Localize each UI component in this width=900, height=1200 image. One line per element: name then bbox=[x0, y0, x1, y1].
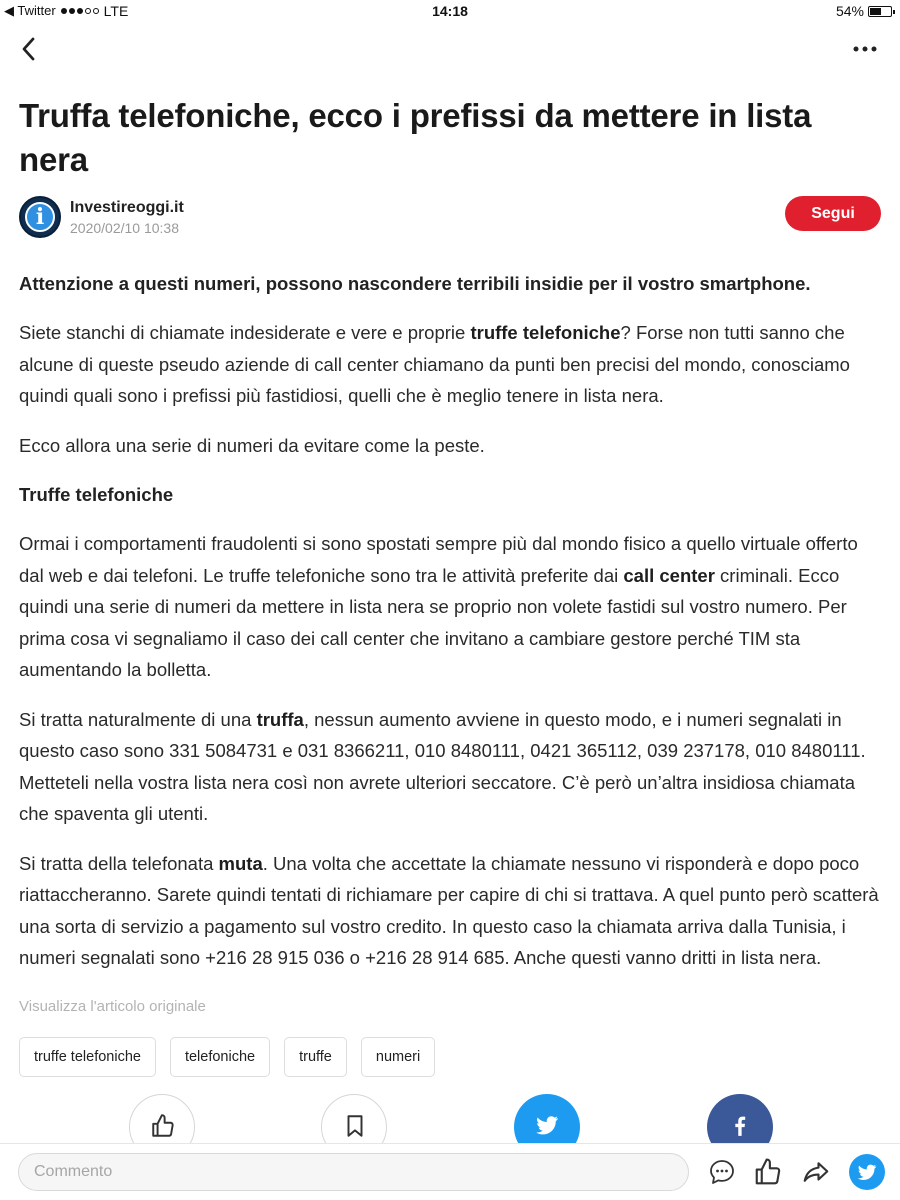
bottom-twitter-button[interactable] bbox=[849, 1154, 885, 1190]
paragraph-1 bbox=[19, 317, 881, 412]
comments-button[interactable] bbox=[707, 1157, 737, 1187]
article-lead: Attenzione a questi numeri, possono nascondere terribili insidie per il vostro smartphone. bbox=[19, 273, 811, 294]
paragraph-4 bbox=[19, 704, 881, 830]
status-time: 14:18 bbox=[432, 3, 468, 19]
paragraph-5 bbox=[19, 848, 881, 974]
twitter-bird-icon bbox=[534, 1112, 560, 1138]
text: , nessun aumento avviene in questo modo, e i numeri segnalati in questo caso sono 331 5084731 e 031 8366211, 010 8480111, 0421 365112, 039 237178, 010 8480111. Metteteli nella vostra lista nera così non avrete ulteriori seccatore. C’è però un’altra insidiosa chiamata che spaventa gli utenti. bbox=[19, 708, 866, 824]
tag-list bbox=[19, 1037, 881, 1077]
more-options-button[interactable] bbox=[852, 40, 878, 58]
follow-button[interactable]: Segui bbox=[785, 196, 881, 231]
comment-input[interactable] bbox=[18, 1153, 689, 1191]
share-arrow-icon bbox=[801, 1157, 831, 1187]
paragraph-3 bbox=[19, 528, 881, 686]
tag-telefoniche[interactable]: telefoniche bbox=[170, 1037, 270, 1077]
bottom-like-button[interactable] bbox=[753, 1157, 783, 1187]
tag-numeri[interactable]: numeri bbox=[361, 1037, 435, 1077]
publisher-avatar[interactable] bbox=[19, 196, 61, 238]
article bbox=[19, 94, 881, 1077]
thumbs-up-icon bbox=[150, 1113, 176, 1139]
publish-date: 2020/02/10 10:38 bbox=[70, 220, 179, 236]
info-logo-icon: i bbox=[25, 202, 55, 232]
back-app-label: Twitter bbox=[17, 3, 56, 18]
bold-text: muta bbox=[218, 852, 263, 874]
bottom-bar bbox=[0, 1143, 900, 1200]
paragraph-2: Ecco allora una serie di numeri da evitare come la peste. bbox=[19, 434, 485, 456]
share-button[interactable] bbox=[801, 1157, 831, 1187]
bold-text: truffa bbox=[256, 708, 304, 730]
text: . Una volta che accettate la chiamate nessuno vi risponderà e dopo poco riattaccheranno. Sarete quindi tentati di richiamare per capire di chi si trattava. A quel punto però scatterà una sorta di servizio a pagamento sul vostro credito. In questo caso la chiamata arriva dalla Tunisia, i numeri segnalati sono +216 28 915 036 o +216 28 914 685. Anche questi vanno dritti in lista nera. bbox=[19, 852, 879, 968]
section-heading: Truffe telefoniche bbox=[19, 484, 174, 505]
facebook-f-icon bbox=[727, 1112, 753, 1138]
chat-bubble-icon bbox=[707, 1157, 737, 1187]
author-row bbox=[19, 196, 881, 244]
text: criminali. Ecco quindi una serie di numeri da mettere in lista nera se proprio non volete fastidi sul vostro numero. Per prima cosa vi segnaliamo il caso dei call center che invitano a cambiare gestore perché TIM sta aumentando la bolletta. bbox=[19, 564, 847, 680]
publisher-name[interactable]: Investireoggi.it bbox=[70, 199, 184, 216]
text: Siete stanchi di chiamate indesiderate e vere e proprie bbox=[19, 322, 471, 343]
bold-text: truffe telefoniche bbox=[470, 322, 621, 343]
article-title: Truffa telefoniche, ecco i prefissi da mettere in lista nera bbox=[19, 97, 812, 178]
text: Si tratta della telefonata bbox=[19, 852, 219, 874]
carrier-label: LTE bbox=[103, 3, 129, 19]
battery-icon bbox=[868, 6, 892, 17]
article-actions bbox=[0, 1094, 900, 1144]
bold-text: call center bbox=[623, 564, 715, 586]
battery-fill bbox=[870, 8, 881, 15]
more-horizontal-icon bbox=[852, 40, 878, 58]
back-to-app-link[interactable]: ◀ Twitter bbox=[4, 3, 56, 18]
text: Ormai i comportamenti fraudolenti si sono spostati sempre più dal mondo fisico a quello virtuale offerto dal web e dai telefoni. Le truffe telefoniche sono tra le attività preferite dai bbox=[19, 533, 858, 586]
status-right bbox=[836, 3, 892, 19]
tag-truffe-telefoniche[interactable]: truffe telefoniche bbox=[19, 1037, 156, 1077]
text: Si tratta naturalmente di una bbox=[19, 708, 257, 730]
battery-percent: 54% bbox=[835, 3, 864, 19]
view-original-article-link[interactable]: Visualizza l'articolo originale bbox=[19, 997, 206, 1015]
status-bar bbox=[0, 0, 900, 24]
text: ? Forse non tutti sanno che alcune di queste pseudo aziende di call center chiamano da punti ben precisi del mondo, conosciamo quindi quali sono i prefissi più fastidiosi, quelli che è meglio tenere in lista nera. bbox=[19, 322, 850, 406]
bookmark-icon bbox=[342, 1113, 368, 1139]
twitter-bird-icon bbox=[856, 1161, 878, 1183]
chevron-left-icon bbox=[18, 36, 42, 62]
tag-truffe[interactable]: truffe bbox=[284, 1037, 347, 1077]
back-button[interactable] bbox=[18, 36, 42, 62]
thumbs-up-icon bbox=[753, 1157, 783, 1187]
